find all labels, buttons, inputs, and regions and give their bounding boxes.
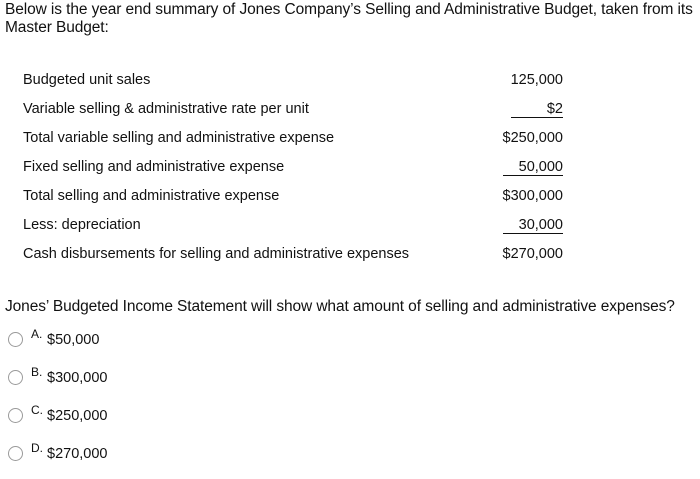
radio-button-d[interactable] (8, 446, 23, 461)
budget-row (23, 156, 568, 185)
budget-row-value: $270,000 (502, 246, 563, 262)
budget-row-value: 50,000 (503, 159, 563, 176)
budget-row-value: 30,000 (503, 217, 563, 234)
budget-row-value: $2 (511, 101, 563, 118)
budget-row-label: Variable selling & administrative rate per unit (23, 101, 309, 117)
budget-row-label: Cash disbursements for selling and administrative expenses (23, 246, 410, 262)
budget-row-value: $250,000 (502, 130, 563, 146)
radio-button-c[interactable] (8, 408, 23, 423)
budget-row (23, 98, 568, 127)
choice-letter: B. (31, 365, 43, 379)
choice-letter: A. (31, 327, 43, 341)
intro-text: Below is the year end summary of Jones Company’s Selling and Administrative Budget, taken from its Master Budget: (5, 1, 693, 36)
budget-row (23, 214, 568, 243)
budget-row (23, 127, 568, 156)
radio-button-b[interactable] (8, 370, 23, 385)
budget-row-label: Total selling and administrative expense (23, 188, 280, 204)
choice-letter: C. (31, 403, 43, 417)
budget-row-value: 125,000 (510, 72, 563, 88)
budget-row-label: Budgeted unit sales (23, 72, 151, 88)
choice-text: $250,000 (47, 408, 108, 424)
choice-letter: D. (31, 441, 43, 455)
choice-text: $270,000 (47, 446, 108, 462)
budget-row (23, 243, 568, 272)
budget-row-label: Total variable selling and administrative expense (23, 130, 335, 146)
budget-table (23, 69, 568, 272)
budget-row-label: Fixed selling and administrative expense (23, 159, 285, 175)
budget-row-value: $300,000 (502, 188, 563, 204)
radio-button-a[interactable] (8, 332, 23, 347)
budget-row-label: Less: depreciation (23, 217, 141, 233)
choice-text: $50,000 (47, 332, 100, 348)
budget-row (23, 185, 568, 214)
choice-text: $300,000 (47, 370, 108, 386)
budget-row (23, 69, 568, 98)
question-text: Jones’ Budgeted Income Statement will show what amount of selling and administrative expenses? (5, 298, 675, 315)
